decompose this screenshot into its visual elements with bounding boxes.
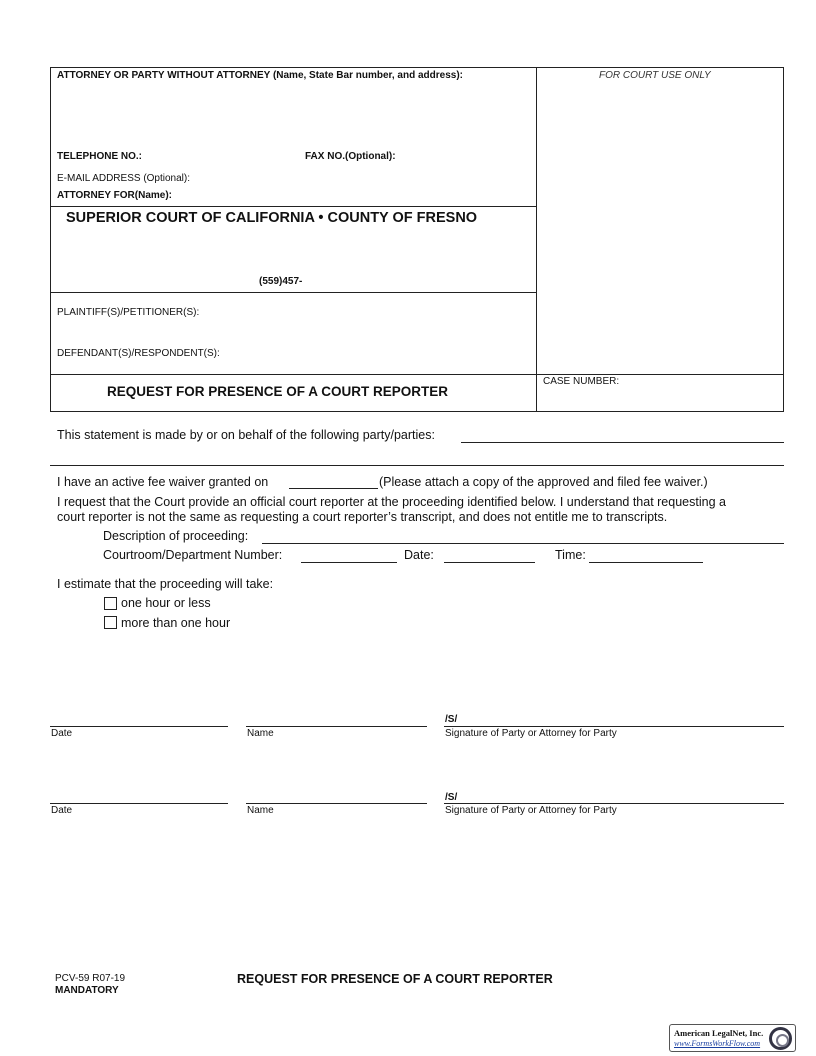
time-label: Time: — [555, 548, 586, 562]
date-field-line[interactable] — [444, 562, 535, 563]
one-hour-checkbox[interactable] — [104, 597, 117, 610]
logo-url[interactable]: www.FormsWorkFlow.com — [674, 1039, 761, 1048]
signature-1-sig-line[interactable] — [444, 726, 784, 727]
plaintiff-label: PLAINTIFF(S)/PETITIONER(S): — [57, 307, 200, 318]
caption-box — [50, 67, 784, 412]
caption-divider — [536, 67, 537, 412]
more-than-one-hour-checkbox[interactable] — [104, 616, 117, 629]
court-use-only-label: FOR COURT USE ONLY — [599, 70, 711, 81]
party-field-line-2[interactable] — [50, 465, 784, 466]
estimate-label: I estimate that the proceeding will take: — [57, 577, 274, 591]
form-title: REQUEST FOR PRESENCE OF A COURT REPORTER — [107, 384, 449, 399]
parties-top-rule — [50, 292, 537, 293]
signature-1-sig-label: Signature of Party or Attorney for Party — [445, 728, 617, 739]
court-name-top-rule — [50, 206, 537, 207]
attorney-for-label: ATTORNEY FOR(Name): — [57, 190, 173, 201]
title-top-rule — [50, 374, 784, 375]
more-than-one-hour-label: more than one hour — [121, 616, 231, 630]
attorney-header: ATTORNEY OR PARTY WITHOUT ATTORNEY (Name, State Bar number, and address): — [57, 70, 463, 81]
seal-icon — [769, 1027, 792, 1050]
request-line-2: court reporter is not the same as requesting a court reporter’s transcript, and does not entitle me to transcripts. — [57, 510, 668, 524]
fee-waiver-suffix: (Please attach a copy of the approved and filed fee waiver.) — [379, 475, 708, 489]
americanlegalnet-logo[interactable] — [669, 1024, 796, 1052]
signature-1-name-line[interactable] — [246, 726, 427, 727]
party-field-line[interactable] — [461, 442, 784, 443]
courtroom-label: Courtroom/Department Number: — [103, 548, 283, 562]
time-field-line[interactable] — [589, 562, 703, 563]
signature-1-date-line[interactable] — [50, 726, 228, 727]
courtroom-field-line[interactable] — [301, 562, 397, 563]
email-label: E-MAIL ADDRESS (Optional): — [57, 173, 191, 184]
one-hour-label: one hour or less — [121, 596, 211, 610]
footer-title: REQUEST FOR PRESENCE OF A COURT REPORTER — [237, 972, 553, 986]
signature-2-date-label: Date — [51, 805, 73, 816]
statement-label: This statement is made by or on behalf of the following party/parties: — [57, 428, 435, 442]
footer-form-code: PCV-59 R07-19 — [55, 973, 126, 984]
case-number-label: CASE NUMBER: — [543, 376, 620, 387]
signature-1-name-label: Name — [247, 728, 274, 739]
signature-2-mark: /S/ — [445, 792, 458, 803]
fee-waiver-prefix: I have an active fee waiver granted on — [57, 475, 269, 489]
fee-waiver-date-line[interactable] — [289, 488, 378, 489]
description-label: Description of proceeding: — [103, 529, 249, 543]
description-field-line[interactable] — [262, 543, 784, 544]
signature-2-name-line[interactable] — [246, 803, 427, 804]
date-label: Date: — [404, 548, 434, 562]
signature-2-name-label: Name — [247, 805, 274, 816]
signature-2-sig-line[interactable] — [444, 803, 784, 804]
defendant-label: DEFENDANT(S)/RESPONDENT(S): — [57, 348, 220, 359]
logo-company: American LegalNet, Inc. — [674, 1028, 764, 1038]
footer-mandatory: MANDATORY — [55, 985, 119, 996]
fax-label: FAX NO.(Optional): — [305, 151, 396, 162]
signature-1-date-label: Date — [51, 728, 73, 739]
signature-2-sig-label: Signature of Party or Attorney for Party — [445, 805, 617, 816]
court-phone: (559)457- — [259, 276, 303, 287]
request-line-1: I request that the Court provide an official court reporter at the proceeding identified below. I understand that requesting a — [57, 495, 726, 509]
telephone-label: TELEPHONE NO.: — [57, 151, 143, 162]
signature-2-date-line[interactable] — [50, 803, 228, 804]
signature-1-mark: /S/ — [445, 714, 458, 725]
court-name: SUPERIOR COURT OF CALIFORNIA • COUNTY OF FRESNO — [66, 210, 478, 226]
